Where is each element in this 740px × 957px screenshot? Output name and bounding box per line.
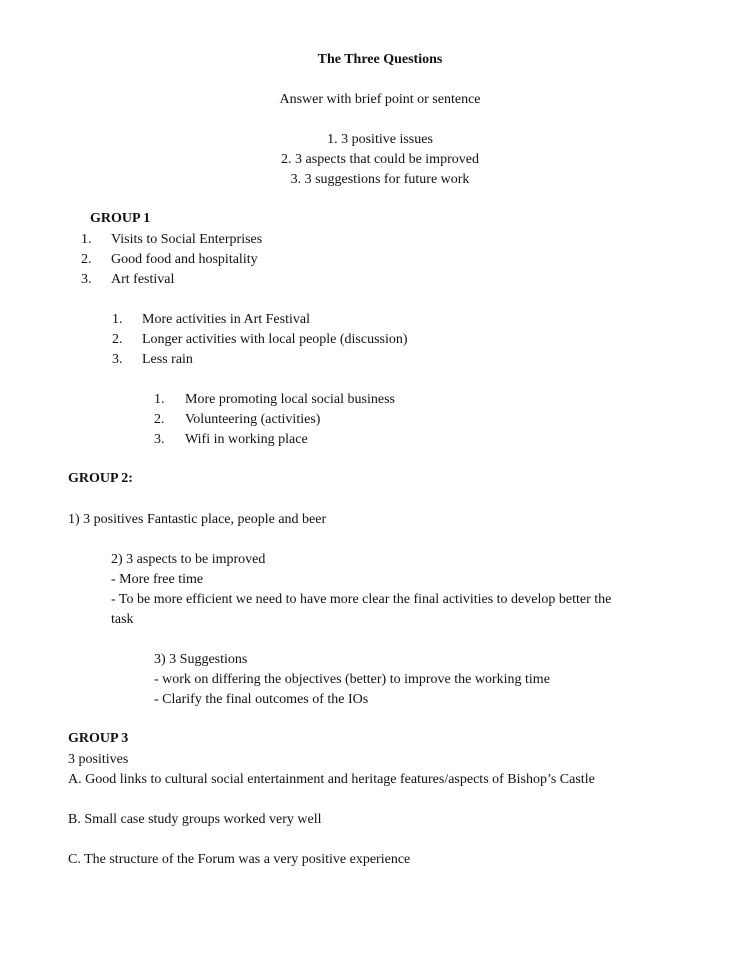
group1-positive-2: Good food and hospitality (111, 252, 258, 267)
group2-positives: 1) 3 positives Fantastic place, people and beer (68, 512, 327, 527)
page-title: The Three Questions (317, 52, 443, 67)
group1-suggestion-3: Wifi in working place (185, 432, 308, 447)
question-3: 3. 3 suggestions for future work (290, 172, 470, 187)
group1-improvement-3-number: 3. (112, 352, 123, 367)
group1-positive-1-number: 1. (81, 232, 92, 247)
group2-improved-2: - To be more efficient we need to have more clear the final activities to develop better the (111, 592, 612, 607)
group3-heading: GROUP 3 (68, 731, 129, 746)
group2-suggestions-heading: 3) 3 Suggestions (154, 652, 248, 667)
page-subtitle: Answer with brief point or sentence (279, 92, 481, 107)
group1-suggestion-1: More promoting local social business (185, 392, 395, 407)
question-2: 2. 3 aspects that could be improved (281, 152, 479, 167)
group2-suggestion-2: - Clarify the final outcomes of the IOs (154, 692, 369, 707)
group1-improvement-2: Longer activities with local people (discussion) (142, 332, 408, 347)
group3-item-a: A. Good links to cultural social entertainment and heritage features/aspects of Bishop’s Castle (68, 772, 595, 787)
group1-positive-2-number: 2. (81, 252, 92, 267)
group1-heading: GROUP 1 (90, 211, 151, 226)
group2-improved-heading: 2) 3 aspects to be improved (111, 552, 266, 567)
group1-suggestion-1-number: 1. (154, 392, 165, 407)
group1-suggestion-3-number: 3. (154, 432, 165, 447)
group3-item-b: B. Small case study groups worked very well (68, 812, 322, 827)
group3-positives-label: 3 positives (68, 752, 129, 767)
group3-item-c: C. The structure of the Forum was a very positive experience (68, 852, 411, 867)
group1-improvement-2-number: 2. (112, 332, 123, 347)
group1-positive-3-number: 3. (81, 272, 92, 287)
group1-suggestion-2: Volunteering (activities) (185, 412, 321, 427)
group2-improved-2-cont: task (111, 612, 134, 627)
group2-suggestion-1: - work on differing the objectives (better) to improve the working time (154, 672, 550, 687)
question-1: 1. 3 positive issues (327, 132, 433, 147)
group2-heading: GROUP 2: (68, 471, 133, 486)
group1-suggestion-2-number: 2. (154, 412, 165, 427)
group1-improvement-3: Less rain (142, 352, 193, 367)
group2-improved-1: - More free time (111, 572, 204, 587)
group1-positive-3: Art festival (111, 272, 175, 287)
group1-improvement-1-number: 1. (112, 312, 123, 327)
group1-positive-1: Visits to Social Enterprises (111, 232, 263, 247)
group1-improvement-1: More activities in Art Festival (142, 312, 310, 327)
